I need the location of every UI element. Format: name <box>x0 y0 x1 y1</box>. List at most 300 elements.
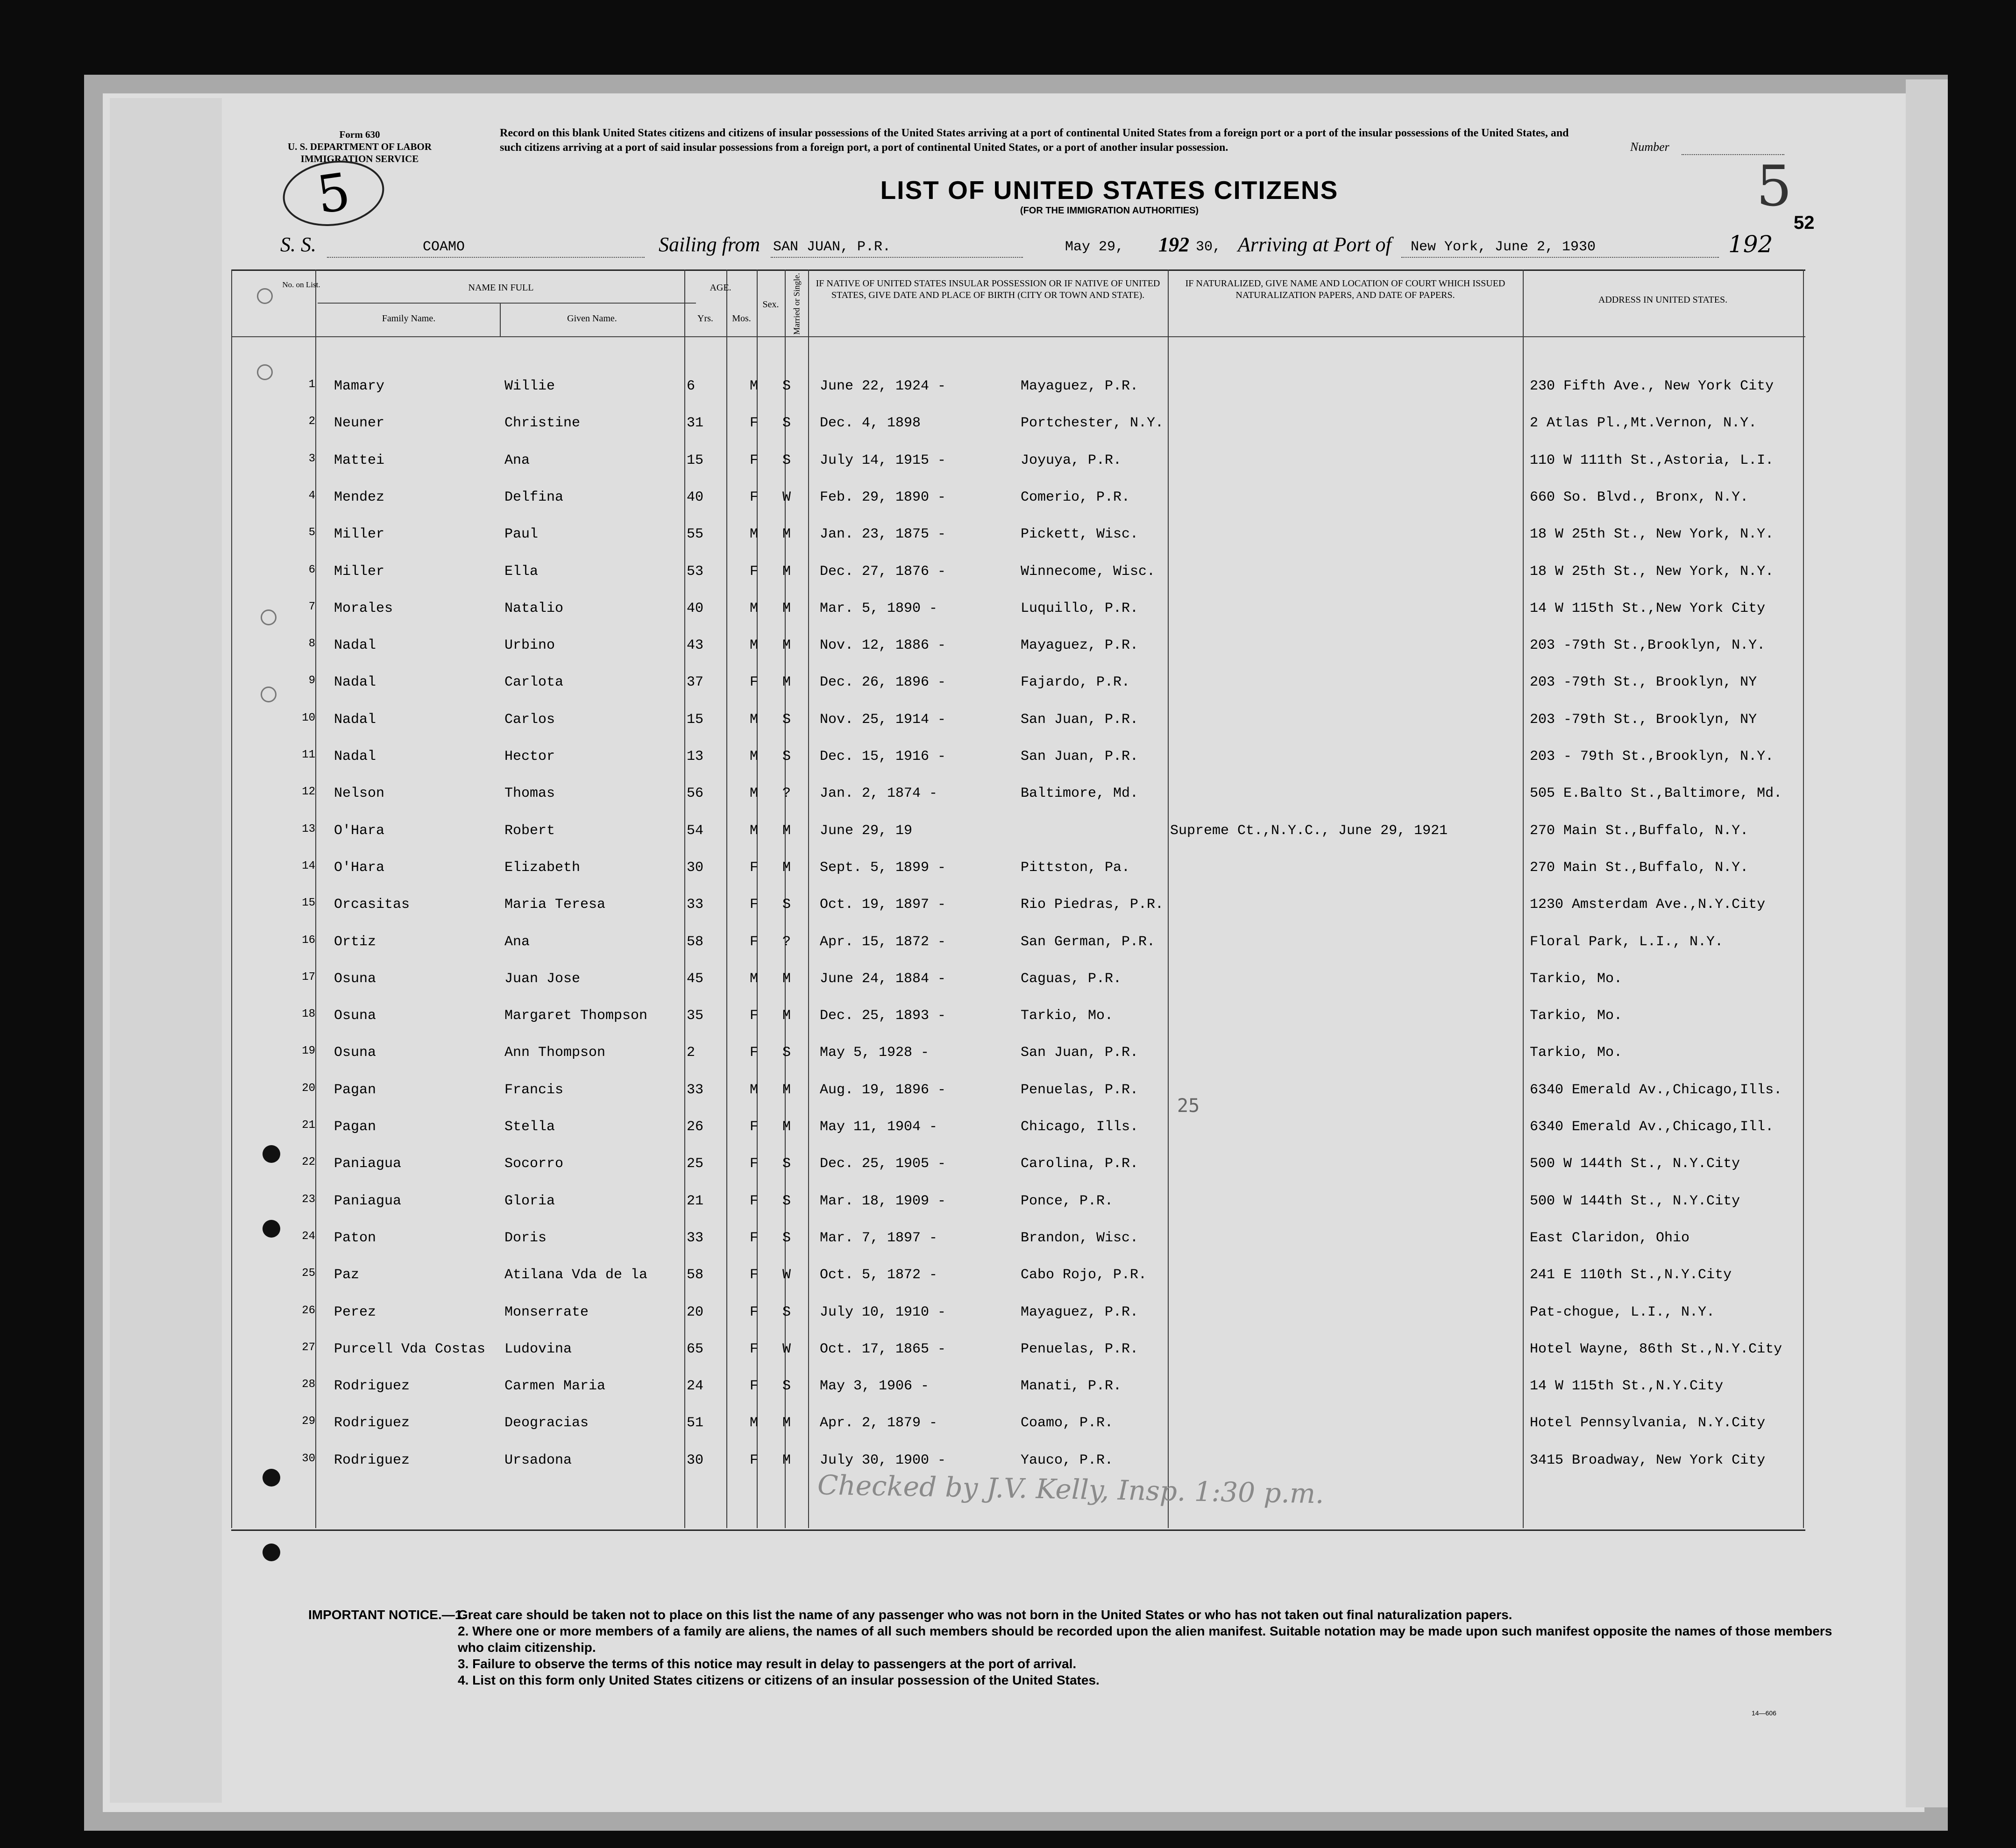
sex: F <box>750 1193 759 1209</box>
col-naturalized: IF NATURALIZED, GIVE NAME AND LOCATION OF COURT WHICH ISSUED NATURALIZATION PAPERS, AND DATE OF PAPERS. <box>1185 278 1505 300</box>
family-name: Nadal <box>334 674 376 691</box>
birth-date: May 11, 1904 - <box>820 1119 938 1135</box>
age-years: 15 <box>687 452 704 468</box>
birth-place: San German, P.R. <box>1021 934 1156 950</box>
age-years: 33 <box>687 1082 704 1098</box>
marital-status: S <box>782 711 791 728</box>
number-label: Number <box>1630 140 1669 154</box>
sex: F <box>750 1452 759 1468</box>
marital-status: M <box>782 1452 791 1468</box>
birth-place: Coamo, P.R. <box>1021 1415 1114 1431</box>
given-name: Deogracias <box>504 1415 589 1431</box>
birth-date: Nov. 25, 1914 - <box>820 711 946 728</box>
row-number: 3 <box>308 452 315 465</box>
birth-place: San Juan, P.R. <box>1021 1045 1139 1061</box>
given-name: Carlota <box>504 674 564 691</box>
marital-status: S <box>782 415 791 432</box>
year-prefix: 192 <box>1158 233 1189 256</box>
table-row <box>231 730 1805 766</box>
table-row <box>231 1434 1805 1470</box>
given-name: Ludovina <box>504 1341 572 1357</box>
birth-place: Joyuya, P.R. <box>1021 452 1122 468</box>
birth-date: Oct. 19, 1897 - <box>820 897 946 913</box>
row-number: 18 <box>302 1008 315 1021</box>
sailing-label: Sailing from <box>659 233 760 256</box>
family-name: Rodriguez <box>334 1452 410 1468</box>
sex: F <box>750 1008 759 1024</box>
service: IMMIGRATION SERVICE <box>300 153 419 164</box>
sex: M <box>750 526 759 543</box>
binding-strip <box>110 98 222 1803</box>
given-name: Doris <box>504 1230 547 1246</box>
marital-status: S <box>782 1045 791 1061</box>
sex: M <box>750 749 759 765</box>
family-name: Nadal <box>334 637 376 654</box>
family-name: Pagan <box>334 1082 376 1098</box>
given-name: Ana <box>504 452 530 468</box>
address: 270 Main St.,Buffalo, N.Y. <box>1530 859 1749 876</box>
margin-note: 25 <box>1177 1095 1200 1117</box>
given-name: Willie <box>504 378 555 394</box>
age-years: 45 <box>687 970 704 987</box>
sheet-number: 5 <box>1756 154 1792 219</box>
marital-status: S <box>782 749 791 765</box>
address: Pat-chogue, L.I., N.Y. <box>1530 1304 1715 1320</box>
marital-status: M <box>782 526 791 543</box>
sex: F <box>750 1267 759 1283</box>
age-years: 56 <box>687 786 704 802</box>
table-row <box>231 841 1805 878</box>
family-name: Osuna <box>334 1008 376 1024</box>
family-name: Nadal <box>334 749 376 765</box>
age-years: 15 <box>687 711 704 728</box>
family-name: Paniagua <box>334 1156 402 1172</box>
birth-place: Cabo Rojo, P.R. <box>1021 1267 1147 1283</box>
table-row <box>231 878 1805 914</box>
birth-place: Baltimore, Md. <box>1021 786 1139 802</box>
table-row <box>231 360 1805 396</box>
birth-date: Sept. 5, 1899 - <box>820 859 946 876</box>
table-row <box>231 915 1805 952</box>
given-name: Maria Teresa <box>504 897 606 913</box>
sex: M <box>750 822 759 839</box>
age-years: 43 <box>687 637 704 654</box>
from-port: SAN JUAN, P.R. <box>773 239 891 255</box>
col-married: Married or Single. <box>792 273 802 335</box>
address: 6340 Emerald Av.,Chicago,Ill. <box>1530 1119 1774 1135</box>
sex: F <box>750 1156 759 1172</box>
age-years: 21 <box>687 1193 704 1209</box>
sex: F <box>750 415 759 432</box>
birth-date: June 24, 1884 - <box>820 970 946 987</box>
row-number: 28 <box>302 1378 315 1391</box>
marital-status: M <box>782 1119 791 1135</box>
birth-date: May 5, 1928 - <box>820 1045 930 1061</box>
form-instructions: Record on this blank United States citizens and citizens of insular possessions of the United States arriving at a port of continental United States from a foreign port or a port of the insular possessions of the United States, and such citizens arriving at a port of said insular possessions from a foreign port, a port of continental United States, or a port of another insular possession. <box>500 127 1569 154</box>
family-name: Neuner <box>334 415 385 432</box>
notice-item-1: Great care should be taken not to place on this list the name of any passenger who was not born in the United States or who has not taken out final naturalization papers. <box>458 1607 1512 1622</box>
given-name: Ella <box>504 563 539 580</box>
family-name: Mendez <box>334 489 385 505</box>
given-name: Ursadona <box>504 1452 572 1468</box>
family-name: Nelson <box>334 786 385 802</box>
age-years: 40 <box>687 489 704 505</box>
page-title: LIST OF UNITED STATES CITIZENS <box>880 176 1339 205</box>
age-years: 25 <box>687 1156 704 1172</box>
table-row <box>231 1286 1805 1322</box>
table-row <box>231 508 1805 544</box>
given-name: Paul <box>504 526 539 543</box>
marital-status: M <box>782 1415 791 1431</box>
col-no: No. on List. <box>282 280 320 289</box>
checked-by-note: Checked by J.V. Kelly, Insp. 1:30 p.m. <box>817 1469 1325 1510</box>
given-name: Juan Jose <box>504 970 581 987</box>
col-address: ADDRESS IN UNITED STATES. <box>1598 295 1728 305</box>
address: Floral Park, L.I., N.Y. <box>1530 934 1724 950</box>
marital-status: S <box>782 452 791 468</box>
family-name: Paz <box>334 1267 360 1283</box>
family-name: Mamary <box>334 378 385 394</box>
table-row <box>231 1026 1805 1062</box>
row-number: 29 <box>302 1415 315 1428</box>
age-years: 6 <box>687 378 696 394</box>
notice-item-3: 3. Failure to observe the terms of this notice may result in delay to passengers at the port of arrival. <box>458 1657 1077 1671</box>
family-name: Morales <box>334 600 393 616</box>
marital-status: W <box>782 1267 791 1283</box>
birth-place: Penuelas, P.R. <box>1021 1341 1139 1357</box>
birth-date: Apr. 2, 1879 - <box>820 1415 938 1431</box>
given-name: Ann Thompson <box>504 1045 606 1061</box>
sex: M <box>750 637 759 654</box>
table-row <box>231 471 1805 507</box>
address: 270 Main St.,Buffalo, N.Y. <box>1530 822 1749 839</box>
age-years: 58 <box>687 1267 704 1283</box>
sex: F <box>750 1378 759 1395</box>
marital-status: W <box>782 489 791 505</box>
birth-date: Dec. 26, 1896 - <box>820 674 946 691</box>
family-name: Osuna <box>334 1045 376 1061</box>
age-years: 37 <box>687 674 704 691</box>
row-number: 13 <box>302 822 315 835</box>
birth-date: Mar. 7, 1897 - <box>820 1230 938 1246</box>
family-name: Miller <box>334 526 385 543</box>
sex: F <box>750 1230 759 1246</box>
age-years: 30 <box>687 1452 704 1468</box>
sex: F <box>750 1119 759 1135</box>
marital-status: S <box>782 897 791 913</box>
col-yrs: Yrs. <box>697 313 713 324</box>
birth-place: Tarkio, Mo. <box>1021 1008 1114 1024</box>
birth-date: Oct. 5, 1872 - <box>820 1267 938 1283</box>
address: Hotel Wayne, 86th St.,N.Y.City <box>1530 1341 1782 1357</box>
table-row <box>231 619 1805 655</box>
birth-place: San Juan, P.R. <box>1021 749 1139 765</box>
voyage-line <box>280 233 1798 265</box>
ss-label: S. S. <box>280 233 316 256</box>
row-number: 21 <box>302 1119 315 1132</box>
address: 203 -79th St.,Brooklyn, N.Y. <box>1530 637 1766 654</box>
row-number: 9 <box>308 674 315 687</box>
birth-place: Fajardo, P.R. <box>1021 674 1130 691</box>
birth-date: Dec. 27, 1876 - <box>820 563 946 580</box>
age-years: 55 <box>687 526 704 543</box>
row-number: 6 <box>308 563 315 576</box>
family-name: Rodriguez <box>334 1378 410 1395</box>
given-name: Urbino <box>504 637 555 654</box>
address: 505 E.Balto St.,Baltimore, Md. <box>1530 786 1782 802</box>
address: 14 W 115th St.,New York City <box>1530 600 1766 616</box>
family-name: Nadal <box>334 711 376 728</box>
given-name: Elizabeth <box>504 859 581 876</box>
age-years: 40 <box>687 600 704 616</box>
row-number: 2 <box>308 415 315 428</box>
table-row <box>231 1248 1805 1285</box>
address: Tarkio, Mo. <box>1530 970 1623 987</box>
notice-heading: IMPORTANT NOTICE.—1. <box>308 1607 466 1622</box>
marital-status: ? <box>782 786 791 802</box>
age-years: 35 <box>687 1008 704 1024</box>
given-name: Atilana Vda de la <box>504 1267 648 1283</box>
row-number: 10 <box>302 711 315 724</box>
arrival-port-date: New York, June 2, 1930 <box>1411 239 1596 255</box>
sex: F <box>750 1304 759 1320</box>
birth-place: Yauco, P.R. <box>1021 1452 1114 1468</box>
sex: M <box>750 786 759 802</box>
given-name: Monserrate <box>504 1304 589 1320</box>
marital-status: M <box>782 563 791 580</box>
age-years: 13 <box>687 749 704 765</box>
table-row <box>231 1396 1805 1433</box>
table-row <box>231 1211 1805 1248</box>
row-number: 7 <box>308 600 315 613</box>
birth-date: May 3, 1906 - <box>820 1378 930 1395</box>
sex: F <box>750 489 759 505</box>
table-row <box>231 989 1805 1026</box>
department: U. S. DEPARTMENT OF LABOR <box>287 141 432 152</box>
marital-status: M <box>782 1008 791 1024</box>
table-row <box>231 767 1805 803</box>
table-row <box>231 1100 1805 1137</box>
marital-status: S <box>782 378 791 394</box>
marital-status: S <box>782 1193 791 1209</box>
family-name: Purcell Vda Costas <box>334 1341 486 1357</box>
given-name: Natalio <box>504 600 564 616</box>
row-number: 17 <box>302 970 315 984</box>
birth-date: Mar. 5, 1890 - <box>820 600 938 616</box>
given-name: Margaret Thompson <box>504 1008 648 1024</box>
birth-date: Mar. 18, 1909 - <box>820 1193 946 1209</box>
sex: F <box>750 859 759 876</box>
given-name: Delfina <box>504 489 564 505</box>
address: Tarkio, Mo. <box>1530 1008 1623 1024</box>
address: 660 So. Blvd., Bronx, N.Y. <box>1530 489 1749 505</box>
birth-place: Mayaguez, P.R. <box>1021 378 1139 394</box>
header-rule <box>231 336 1805 337</box>
table-row <box>231 1359 1805 1396</box>
table-row <box>231 693 1805 729</box>
row-number: 23 <box>302 1193 315 1206</box>
birth-place: Portchester, N.Y. <box>1021 415 1164 432</box>
row-number: 8 <box>308 637 315 651</box>
arriving-label: Arriving at Port of <box>1238 233 1391 256</box>
age-years: 24 <box>687 1378 704 1395</box>
address: 110 W 111th St.,Astoria, L.I. <box>1530 452 1774 468</box>
marital-status: M <box>782 1082 791 1098</box>
table-row <box>231 656 1805 692</box>
birth-place: Rio Piedras, P.R. <box>1021 897 1164 913</box>
sex: M <box>750 970 759 987</box>
age-years: 20 <box>687 1304 704 1320</box>
address: 203 -79th St., Brooklyn, NY <box>1530 674 1757 691</box>
form-code: 14—606 <box>1752 1709 1776 1717</box>
address: 500 W 144th St., N.Y.City <box>1530 1156 1740 1172</box>
address: 203 -79th St., Brooklyn, NY <box>1530 711 1757 728</box>
family-name: Mattei <box>334 452 385 468</box>
age-years: 26 <box>687 1119 704 1135</box>
age-years: 33 <box>687 897 704 913</box>
birth-date: July 14, 1915 - <box>820 452 946 468</box>
marital-status: S <box>782 1156 791 1172</box>
birth-date: Jan. 23, 1875 - <box>820 526 946 543</box>
marital-status: S <box>782 1230 791 1246</box>
family-name: Orcasitas <box>334 897 410 913</box>
age-years: 58 <box>687 934 704 950</box>
table-row <box>231 1063 1805 1100</box>
sailing-date: May 29, <box>1065 239 1124 255</box>
birth-place: Winnecome, Wisc. <box>1021 563 1156 580</box>
row-number: 27 <box>302 1341 315 1354</box>
sex: F <box>750 897 759 913</box>
marital-status: M <box>782 637 791 654</box>
table-row <box>231 582 1805 618</box>
col-family: Family Name. <box>382 313 436 324</box>
row-number: 16 <box>302 934 315 947</box>
row-number: 22 <box>302 1156 315 1169</box>
given-name: Thomas <box>504 786 555 802</box>
sex: M <box>750 1415 759 1431</box>
row-number: 25 <box>302 1267 315 1280</box>
address: 3415 Broadway, New York City <box>1530 1452 1766 1468</box>
sex: F <box>750 452 759 468</box>
col-mos: Mos. <box>732 313 751 324</box>
birth-place: Mayaguez, P.R. <box>1021 1304 1139 1320</box>
given-name: Carlos <box>504 711 555 728</box>
birth-date: Dec. 25, 1905 - <box>820 1156 946 1172</box>
marital-status: M <box>782 674 791 691</box>
family-name: Pagan <box>334 1119 376 1135</box>
address: 241 E 110th St.,N.Y.City <box>1530 1267 1732 1283</box>
address: 18 W 25th St., New York, N.Y. <box>1530 563 1774 580</box>
sex: F <box>750 1045 759 1061</box>
given-name: Gloria <box>504 1193 555 1209</box>
col-name-in-full: NAME IN FULL <box>468 283 534 293</box>
given-name: Hector <box>504 749 555 765</box>
age-years: 54 <box>687 822 704 839</box>
table-row <box>231 1323 1805 1359</box>
row-number: 20 <box>302 1082 315 1095</box>
row-number: 26 <box>302 1304 315 1317</box>
birth-place: Comerio, P.R. <box>1021 489 1130 505</box>
table-row <box>231 434 1805 470</box>
birth-date: Dec. 25, 1893 - <box>820 1008 946 1024</box>
birth-place: Pittston, Pa. <box>1021 859 1130 876</box>
age-years: 65 <box>687 1341 704 1357</box>
address: Tarkio, Mo. <box>1530 1045 1623 1061</box>
row-number: 1 <box>308 378 315 391</box>
birth-place: Penuelas, P.R. <box>1021 1082 1139 1098</box>
family-name: O'Hara <box>334 822 385 839</box>
given-name: Stella <box>504 1119 555 1135</box>
family-name: Ortiz <box>334 934 376 950</box>
marital-status: ? <box>782 934 791 950</box>
row-number: 14 <box>302 859 315 872</box>
page-subtitle: (FOR THE IMMIGRATION AUTHORITIES) <box>1020 205 1199 216</box>
given-name: Christine <box>504 415 581 432</box>
notice-item-4: 4. List on this form only United States citizens or citizens of an insular possession of the United States. <box>458 1673 1100 1687</box>
address: 500 W 144th St., N.Y.City <box>1530 1193 1740 1209</box>
row-number: 15 <box>302 897 315 910</box>
naturalization: Supreme Ct.,N.Y.C., June 29, 1921 <box>1170 822 1448 839</box>
birth-place: Carolina, P.R. <box>1021 1156 1139 1172</box>
marital-status: M <box>782 970 791 987</box>
birth-date: Dec. 4, 1898 <box>820 415 921 432</box>
birth-place: San Juan, P.R. <box>1021 711 1139 728</box>
birth-place: Brandon, Wisc. <box>1021 1230 1139 1246</box>
sex: F <box>750 563 759 580</box>
birth-place: Luquillo, P.R. <box>1021 600 1139 616</box>
notice-item-2: 2. Where one or more members of a family are aliens, the names of all such members should be recorded upon the alien manifest. Suitable notation may be made upon such manifest opposite the names of those members who claim citizenship. <box>458 1624 1832 1655</box>
sex: M <box>750 711 759 728</box>
birth-date: Nov. 12, 1886 - <box>820 637 946 654</box>
given-name: Francis <box>504 1082 564 1098</box>
address: East Claridon, Ohio <box>1530 1230 1690 1246</box>
family-name: O'Hara <box>334 859 385 876</box>
col-birth: IF NATIVE OF UNITED STATES INSULAR POSSESSION OR IF NATIVE OF UNITED STATES, GIVE DATE AND PLACE OF BIRTH (CITY OR TOWN AND STATE). <box>816 278 1160 300</box>
given-name: Carmen Maria <box>504 1378 606 1395</box>
page-number: 52 <box>1794 212 1815 233</box>
given-name: Socorro <box>504 1156 564 1172</box>
table-row <box>231 545 1805 581</box>
table-row <box>231 952 1805 989</box>
family-name: Miller <box>334 563 385 580</box>
birth-date: Jan. 2, 1874 - <box>820 786 938 802</box>
address: 14 W 115th St.,N.Y.City <box>1530 1378 1724 1395</box>
birth-date: June 22, 1924 - <box>820 378 946 394</box>
marital-status: M <box>782 822 791 839</box>
address: 6340 Emerald Av.,Chicago,Ills. <box>1530 1082 1782 1098</box>
col-age: AGE. <box>710 283 731 293</box>
page-edge <box>1906 79 1948 1807</box>
sex: F <box>750 674 759 691</box>
given-name: Robert <box>504 822 555 839</box>
birth-place: Ponce, P.R. <box>1021 1193 1114 1209</box>
row-number: 19 <box>302 1045 315 1058</box>
ship-name: COAMO <box>423 239 465 255</box>
col-given: Given Name. <box>567 313 617 324</box>
family-name: Paniagua <box>334 1193 402 1209</box>
address: 2 Atlas Pl.,Mt.Vernon, N.Y. <box>1530 415 1757 432</box>
marital-status: M <box>782 600 791 616</box>
table-row <box>231 397 1805 433</box>
sex: M <box>750 600 759 616</box>
row-number: 30 <box>302 1452 315 1465</box>
row-number: 12 <box>302 786 315 799</box>
age-years: 51 <box>687 1415 704 1431</box>
marital-status: S <box>782 1378 791 1395</box>
table-row <box>231 804 1805 841</box>
age-years: 33 <box>687 1230 704 1246</box>
birth-date: July 30, 1900 - <box>820 1452 946 1468</box>
